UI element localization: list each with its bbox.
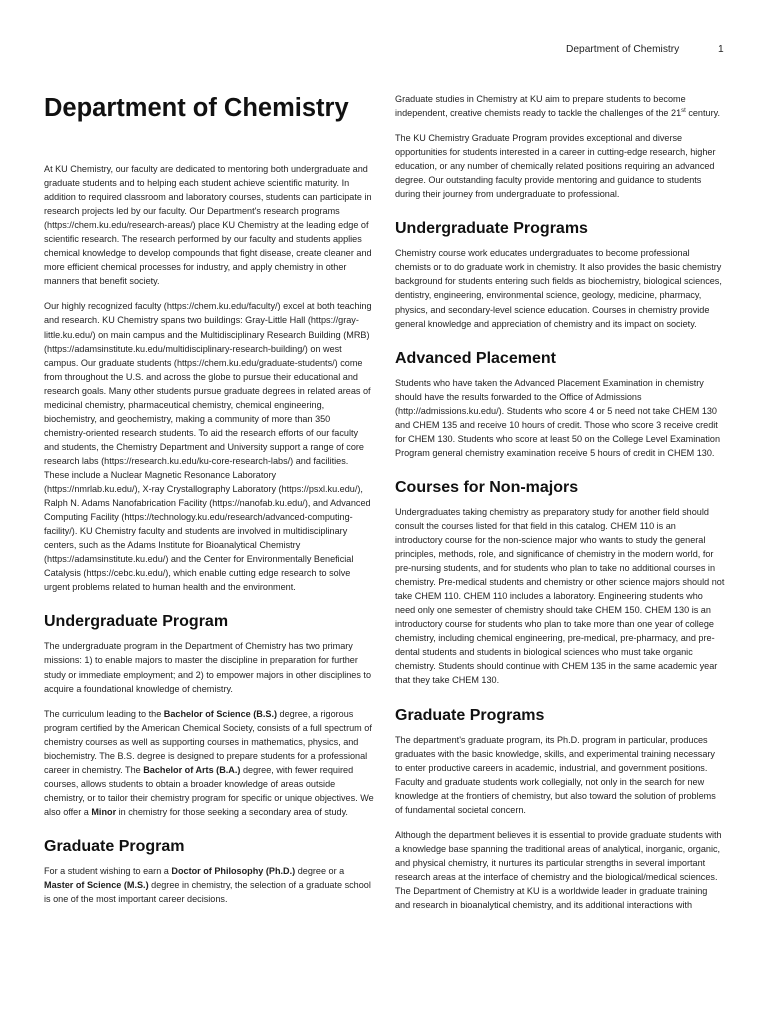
ms-degree-bold: Master of Science (M.S.) <box>44 880 149 891</box>
page-title: Department of Chemistry <box>44 94 349 122</box>
graduate-program-paragraph-2: Graduate studies in Chemistry at KU aim to prepare students to become independent, creative chemists ready to tackle the challenges of the 21st century. <box>395 94 720 119</box>
minor-bold: Minor <box>91 806 117 817</box>
graduate-program-paragraph-3: The KU Chemistry Graduate Program provides exceptional and diverse opportunities for students interested in a career in cutting-edge research, higher education, or any number of chemically related positions requiring an advanced degree. Our outstanding faculty provide mentoring and guidance to students during their journey from undergraduate to professional. <box>395 133 716 200</box>
page-number: 1 <box>718 44 724 55</box>
intro-paragraph-2: Our highly recognized faculty (https://chem.ku.edu/faculty/) excel at both teaching and research. KU Chemistry spans two buildings: Gray-Little Hall (https://gray-little.ku.edu/) on main campus and the Multidisciplinary Research Building (MRB) (https://adamsinstitute.ku.edu/multidisciplinary-research-building/) on west campus. Our graduate students (https://chem.ku.edu/graduate-students/) come from throughout the U.S. and across the globe to pursue their educational and research goals. Many other students pursue graduate degrees in related areas of medicinal chemistry, pharmaceutical chemistry, chemical engineering, biochemistry, and geochemistry, making a community of more than 350 chemistry-oriented research students. To aid the research efforts of our faculty and students, the Chemistry Department and University support a range of core research labs (https://research.ku.edu/ku-core-research-labs/) and facilities. These include a Nuclear Magnetic Resonance Laboratory (https://nmrlab.ku.edu/), X-ray Crystallography Laboratory (https://psxl.ku.edu/), Ralph N. Adams Nanofabrication Facility (https://nanofab.ku.edu/), and Advanced Computing Facility (https://technology.ku.edu/research/advanced-computing-facility/). KU Chemistry faculty and students are involved in multidisciplinary centers, such as the Adams Institute for Bioanalytical Chemistry (https://adamsinstitute.ku.edu/) and the Center for Environmentally Beneficial Catalysis (https://cebc.ku.edu/), which enable cutting edge research to solve urgent problems related to human health and the environment. <box>44 301 372 593</box>
intro-paragraph-1: At KU Chemistry, our faculty are dedicated to mentoring both undergraduate and graduate students and to helping each student achieve scientific maturity. In addition to required classroom and laboratory courses, students can participate in research projects led by our faculty. Our Department's research programs (https://chem.ku.edu/research-areas/) place KU Chemistry at the leading edge of scientific research. The research performed by our faculty and students applies chemical knowledge to develop compounds that fight disease, create cleaner and more efficient chemical processes for industry, and apply chemistry in other manners that benefit society. <box>44 164 372 287</box>
running-header-title: Department of Chemistry <box>566 44 680 55</box>
courses-for-non-majors-paragraph: Undergraduates taking chemistry as preparatory study for another field should consult the courses listed for that field in this catalog. CHEM 110 is an introductory course for the non-science major who wants to study the general principles, methods, role, and significance of chemistry in the modern world, for pre-nursing students, and for students who plan to take no additional courses in chemistry. Pre-medical students and chemistry or other science majors should not take CHEM 110. CHEM 110 includes a laboratory. Engineering students who need only one semester of chemistry should take CHEM 150. CHEM 130 is an introductory course for students who plan to take more than one year of college chemistry, including chemical engineering, pre-medical, pre-pharmacy, and pre-dental students and students in biological sciences who must take organic chemistry. Students should continue with CHEM 135 in the same academic year that they take CHEM 130. <box>395 506 725 686</box>
left-column <box>44 92 374 917</box>
undergraduate-program-heading: Undergraduate Program <box>44 613 229 631</box>
right-column <box>395 92 725 923</box>
graduate-programs-paragraph-1: The department's graduate program, its Ph.D. program in particular, produces graduates with the basic knowledge, skills, and experimental training necessary to enter productive careers in academic, industrial, and government positions. Faculty and graduate students work collegially, not only in the search for new knowledge at the frontiers of chemistry, but also toward the solution of problems of fundamental societal concern. <box>395 734 716 815</box>
courses-for-non-majors-heading: Courses for Non-majors <box>395 478 579 496</box>
advanced-placement-heading: Advanced Placement <box>395 349 556 367</box>
advanced-placement-paragraph: Students who have taken the Advanced Placement Examination in chemistry should have the results forwarded to the Office of Admissions (http://admissions.ku.edu/). Students who score 4 or 5 need not take CHEM 130 and CHEM 135 and receive 10 hours of credit. Those who score 3 receive credit for CHEM 130. Students who score at least 50 on the College Level Examination Program general chemistry examination receive 5 hours of credit in CHEM 130. <box>395 377 721 458</box>
graduate-programs-paragraph-2: Although the department believes it is essential to provide graduate students with a knowledge base spanning the traditional areas of analytical, inorganic, organic, and physical chemistry, it nurtures its particular strengths in several important research areas at the interface of chemistry and the biological/medical sciences. The Department of Chemistry at KU is a worldwide leader in graduate training and research in bioanalytical chemistry, and its additional interactions with <box>395 829 722 911</box>
phd-degree-bold: Doctor of Philosophy (Ph.D.) <box>171 865 296 876</box>
undergraduate-program-paragraph-2: The curriculum leading to the Bachelor of Science (B.S.) degree, a rigorous program certified by the American Chemical Society, consists of a full spectrum of chemistry courses as well as supporting courses in mathematics, physics, and biochemistry. The B.S. degree is designed to prepare students for a professional career in chemistry. The Bachelor of Arts (B.A.) degree, with fewer required courses, allows students to obtain a broader knowledge of areas outside chemistry, or to tailor their chemistry program for specific or unique objectives. We also offer a Minor in chemistry for those seeking a secondary area of study. <box>44 708 374 817</box>
bs-degree-bold: Bachelor of Science (B.S.) <box>163 708 277 719</box>
undergraduate-programs-heading: Undergraduate Programs <box>395 220 588 238</box>
undergraduate-program-paragraph-1: The undergraduate program in the Department of Chemistry has two primary missions: 1) to enable majors to master the discipline in preparation for further study or immediate employment; and 2) to empower majors in other disciplines to acquire a foundational knowledge of chemistry. <box>44 641 372 694</box>
graduate-program-paragraph-1: For a student wishing to earn a Doctor of Philosophy (Ph.D.) degree or a Master of Science (M.S.) degree in chemistry, the selection of a graduate school is one of the most important career decisions. <box>44 865 371 905</box>
graduate-program-heading: Graduate Program <box>44 837 185 855</box>
ba-degree-bold: Bachelor of Arts (B.A.) <box>143 764 241 775</box>
superscript-st: st <box>681 108 686 115</box>
undergraduate-programs-paragraph: Chemistry course work educates undergraduates to become professional chemists or to do graduate work in chemistry. It also provides the basic chemistry background for students entering such fields as biochemistry, biological sciences, dentistry, engineering, environmental science, geology, medicine, pharmacy, physics, and secondary-level science education. Courses in chemistry provide general knowledge and appreciation of chemistry and its impact on society. <box>395 248 722 329</box>
graduate-programs-heading: Graduate Programs <box>395 706 545 724</box>
